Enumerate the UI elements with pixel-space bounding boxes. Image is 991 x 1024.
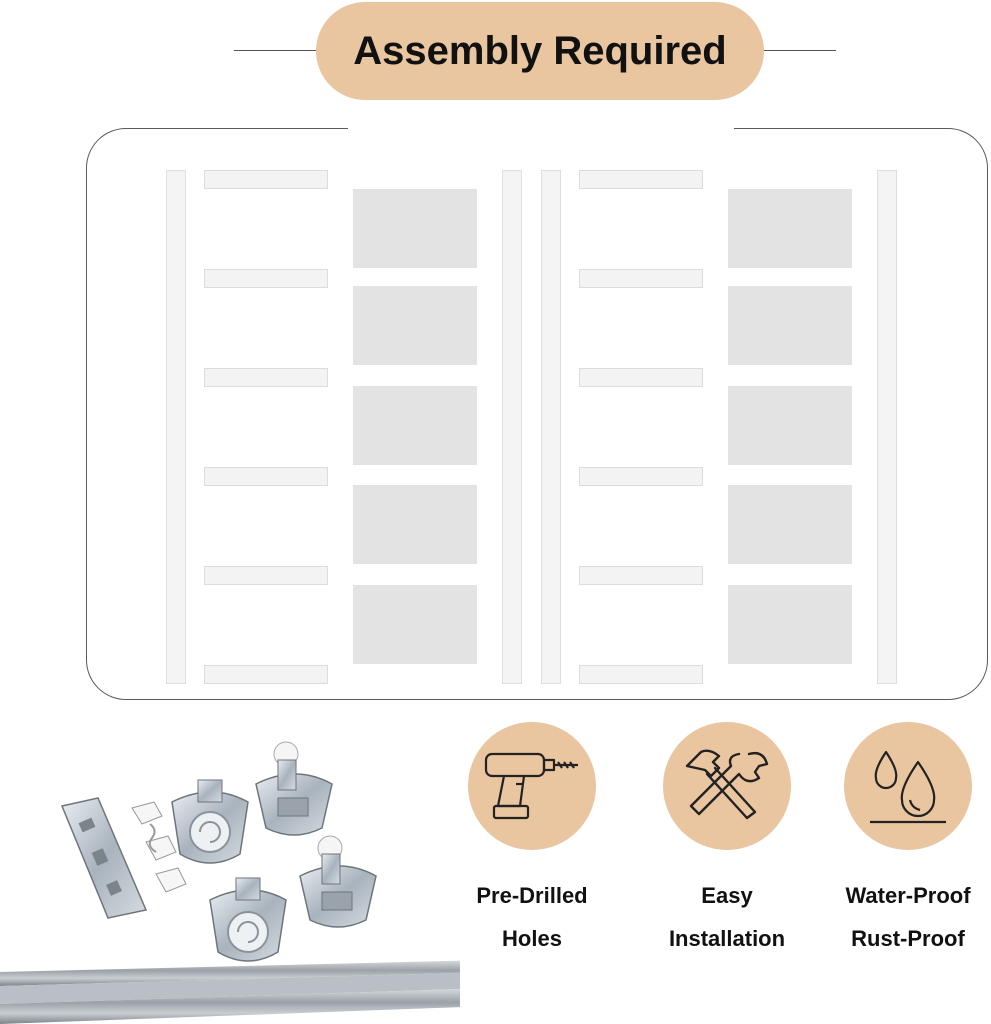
track-rail-icon — [0, 960, 460, 1024]
roller-guide-icon — [172, 742, 376, 961]
door-glass-pane — [728, 286, 852, 365]
door-glass-pane — [728, 485, 852, 564]
door-rail-piece — [579, 269, 703, 288]
door-stile-right — [502, 170, 522, 684]
feature-water-proof — [818, 722, 991, 960]
hardware-kit — [0, 724, 460, 1024]
door-rail-piece — [204, 368, 328, 387]
frame-gap — [348, 122, 734, 134]
feature-icon-circle — [468, 722, 596, 850]
door-glass-pane — [728, 189, 852, 268]
door-rail-piece — [579, 170, 703, 189]
feature-line2: Holes — [502, 926, 562, 951]
door-stile-right — [877, 170, 897, 684]
door-rail-piece — [204, 467, 328, 486]
door-rail-piece — [579, 566, 703, 585]
feature-line1: Water-Proof — [845, 883, 971, 908]
door-glass-pane — [728, 585, 852, 664]
feature-line2: Installation — [668, 926, 786, 951]
hammer-wrench-icon — [681, 744, 773, 828]
feature-line1: Pre-Drilled — [476, 883, 588, 908]
feature-line2: Rust-Proof — [851, 926, 965, 951]
title-rule-right — [762, 50, 836, 51]
feature-pre-drilled — [442, 722, 622, 960]
door-stile-left — [166, 170, 186, 684]
door-glass-pane — [353, 189, 477, 268]
door-glass-pane — [728, 386, 852, 465]
drill-icon — [480, 746, 584, 826]
feature-easy-installation — [637, 722, 817, 960]
door-glass-pane — [353, 585, 477, 664]
feature-icon-circle — [663, 722, 791, 850]
door-glass-pane — [353, 386, 477, 465]
pivot-bracket-icon — [62, 798, 146, 918]
door-stile-left — [541, 170, 561, 684]
door-rail-piece — [579, 665, 703, 684]
door-diagram-frame — [86, 128, 988, 700]
feature-icon-circle — [844, 722, 972, 850]
page-title: Assembly Required — [316, 2, 764, 100]
feature-line1: Easy — [701, 883, 753, 908]
door-rail-piece — [204, 269, 328, 288]
door-rail-piece — [579, 467, 703, 486]
door-glass-pane — [353, 485, 477, 564]
door-rail-piece — [204, 566, 328, 585]
title-rule-left — [234, 50, 318, 51]
door-glass-pane — [353, 286, 477, 365]
water-drops-icon — [866, 744, 950, 828]
door-rail-piece — [579, 368, 703, 387]
door-rail-piece — [204, 665, 328, 684]
door-rail-piece — [204, 170, 328, 189]
